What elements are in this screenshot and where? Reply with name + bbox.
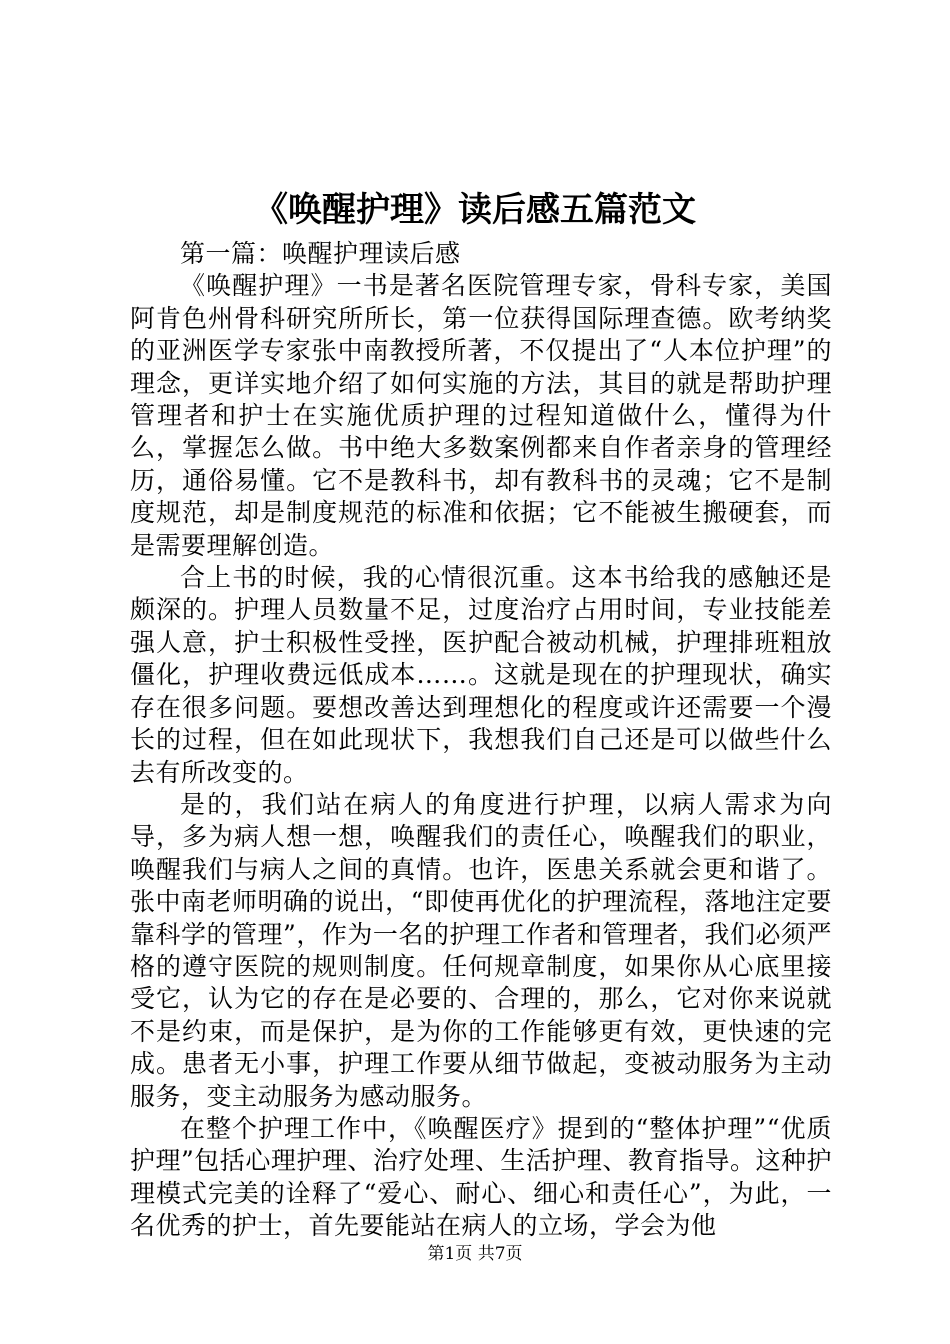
document-body <box>130 238 832 1243</box>
document-title: 《唤醒护理》读后感五篇范文 <box>254 190 696 230</box>
paragraph-2: 合上书的时候，我的心情很沉重。这本书给我的感触还是颇深的。护理人员数量不足，过度治疗占用时间，专业技能差强人意，护士积极性受挫，医护配合被动机械，护理排班粗放僵化，护理收费远低成本……。这就是现在的护理现状，确实存在很多问题。要想改善达到理想化的程度或许还需要一个漫长的过程，但在如此现状下，我想我们自己还是可以做些什么去有所改变的。 <box>130 563 832 787</box>
paragraph-3: 是的，我们站在病人的角度进行护理，以病人需求为向导，多为病人想一想，唤醒我们的责任心，唤醒我们的职业，唤醒我们与病人之间的真情。也许，医患关系就会更和谐了。张中南老师明确的说出，“即使再优化的护理流程，落地注定要靠科学的管理”，作为一名的护理工作者和管理者，我们必须严格的遵守医院的规则制度。任何规章制度，如果你从心底里接受它，认为它的存在是必要的、合理的，那么，它对你来说就不是约束，而是保护，是为你的工作能够更有效，更快速的完成。患者无小事，护理工作要从细节做起，变被动服务为主动服务，变主动服务为感动服务。 <box>130 789 832 1111</box>
section-heading: 第一篇：唤醒护理读后感 <box>180 239 461 268</box>
page-footer: 第1页 共7页 <box>427 1244 523 1264</box>
paragraph-4: 在整个护理工作中，《唤醒医疗》提到的“整体护理”“优质护理”包括心理护理、治疗处理、生活护理、教育指导。这种护理模式完美的诠释了“爱心、耐心、细心和责任心”，为此，一名优秀的护士，首先要能站在病人的立场，学会为他 <box>130 1113 832 1241</box>
paragraph-1: 《唤醒护理》一书是著名医院管理专家，骨科专家，美国阿肯色州骨科研究所所长，第一位获得国际理查德。欧考纳奖的亚洲医学专家张中南教授所著，不仅提出了“人本位护理”的理念，更详实地介绍了如何实施的方法，其目的就是帮助护理管理者和护士在实施优质护理的过程知道做什么，懂得为什么，掌握怎么做。书中绝大多数案例都来自作者亲身的管理经历，通俗易懂。它不是教科书，却有教科书的灵魂；它不是制度规范，却是制度规范的标准和依据；它不能被生搬硬套，而是需要理解创造。 <box>130 271 832 560</box>
